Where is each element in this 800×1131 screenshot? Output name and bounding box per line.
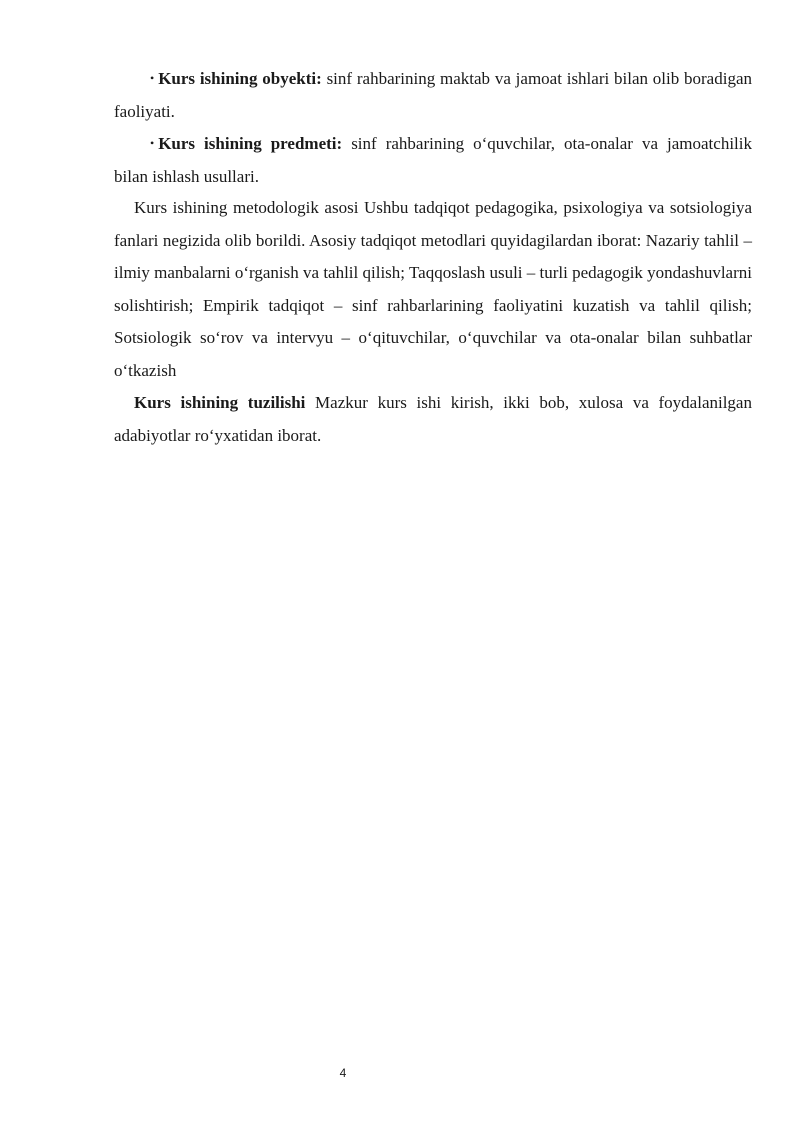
course-object-label: Kurs ishining obyekti: [158, 69, 322, 88]
course-subject-label: Kurs ishining predmeti: [158, 134, 343, 153]
course-subject-text: sinf rahbarining o‘quvchilar, ota-onalar va jamoatchilik bilan ishlash usullari. [114, 134, 752, 186]
course-object-paragraph [114, 62, 752, 128]
methodology-text: Kurs ishining metodologik asosi Ushbu tadqiqot pedagogika, psixologiya va sotsiologiya fanlari negizida olib borildi. Asosiy tadqiqot metodlari quyidagilardan iborat: Nazariy tahlil – ilmiy manbalarni o‘rganish va tahlil qilish; Taqqoslash usuli – turli pedagogik yondashuvlarni solishtirish; Empirik tadqiqot – sinf rahbarlarining faoliyatini kuzatish va tahlil qilish; Sotsiologik so‘rov va intervyu – o‘qituvchilar, o‘quvchilar va ota-onalar bilan suhbatlar o‘tkazish [114, 198, 752, 380]
structure-text: Mazkur kurs ishi kirish, ikki bob, xulosa va foydalanilgan adabiyotlar ro‘yxatidan iborat. [114, 393, 752, 445]
methodology-paragraph [114, 192, 752, 387]
bullet-icon: • [150, 136, 155, 150]
course-object-text: sinf rahbarining maktab va jamoat ishlari bilan olib boradigan faoliyati. [114, 69, 752, 121]
course-subject-paragraph [114, 127, 752, 193]
structure-paragraph [114, 387, 752, 452]
structure-label: Kurs ishining tuzilishi [134, 393, 306, 412]
bullet-icon: • [150, 71, 155, 85]
page-number: 4 [339, 1066, 347, 1080]
